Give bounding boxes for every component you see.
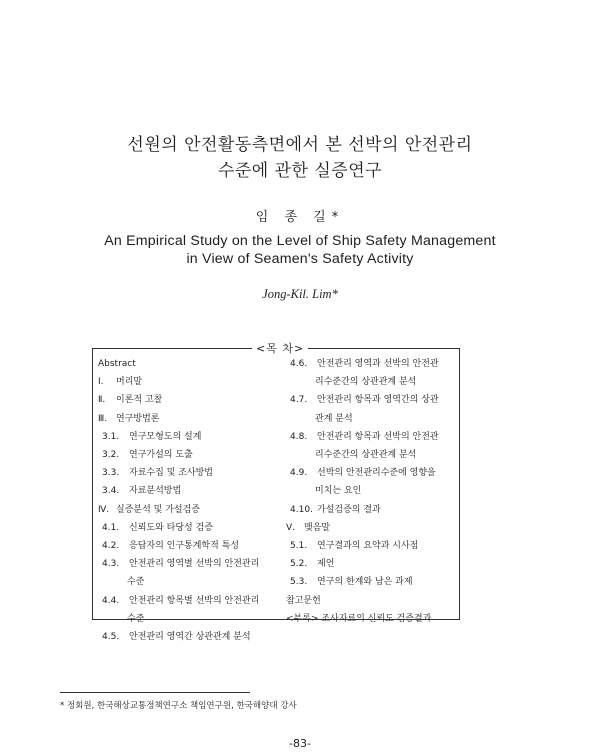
toc-entry-text: 안전관리 항목별 선박의 안전관리 — [129, 595, 260, 606]
toc-entry-text: 안전관리 영역간 상관관계 분석 — [129, 632, 251, 643]
toc-entry — [98, 391, 284, 409]
toc-entry — [286, 610, 462, 628]
toc-entry-number: 4.8. — [290, 431, 308, 442]
toc-entry — [286, 355, 462, 373]
toc-entry-number: 5.3. — [290, 577, 308, 588]
toc-entry-number: 4.3. — [102, 559, 120, 570]
toc-entry — [98, 537, 284, 555]
toc-entry-text: 자료수집 및 조사방법 — [129, 468, 213, 479]
title-korean-line-1: 선원의 안전활동측면에서 본 선박의 안전관리 — [127, 135, 473, 155]
toc-entry — [286, 519, 462, 537]
toc-entry-continuation: 리수준간의 상관관계 분석 — [315, 450, 417, 461]
footnote: * 정회원, 한국해상교통정책연구소 책임연구원, 한국해양대 강사 — [60, 701, 297, 711]
toc-entry-text: 연구모형도의 설계 — [129, 431, 202, 442]
toc-entry-text: 실증분석 및 가설검증 — [116, 504, 200, 515]
toc-entry — [98, 464, 284, 482]
title-english-line-2: in View of Seamen's Safety Activity — [186, 251, 414, 267]
toc-entry-number: 3.4. — [102, 486, 120, 497]
toc-entry-number: 4.9. — [290, 468, 308, 479]
toc-entry-text: 안전관리 항목과 선박의 안전관 — [317, 431, 439, 442]
toc-left-column — [98, 355, 284, 646]
toc-entry-number: 4.1. — [102, 522, 120, 533]
toc-entry-number: 4.6. — [290, 359, 308, 369]
toc-entry-text: 제언 — [317, 559, 335, 570]
toc-entry — [98, 519, 284, 537]
toc-entry-text: 참고문헌 — [286, 595, 321, 606]
toc-entry — [286, 464, 462, 482]
toc-entry-text: 머리말 — [116, 377, 143, 388]
toc-entry — [286, 428, 462, 446]
toc-entry — [98, 355, 284, 373]
toc-entry-continuation: 미치는 요인 — [315, 486, 362, 497]
toc-entry-text: 연구방법론 — [116, 413, 160, 424]
toc-entry-text: 응답자의 인구통계학적 특성 — [129, 541, 240, 552]
toc-entry-number: 4.4. — [102, 595, 120, 606]
author-english: Jong-Kil. Lim* — [262, 287, 338, 301]
toc-entry — [286, 537, 462, 555]
toc-entry — [286, 592, 462, 610]
toc-entry-text: 연구의 한계와 남은 과제 — [317, 577, 413, 588]
toc-entry-number: 5.1. — [290, 541, 308, 552]
toc-entry-text: Abstract — [98, 359, 136, 369]
toc-entry-text: 자료분석방법 — [129, 486, 182, 497]
toc-entry — [98, 592, 284, 610]
toc-entry-continuation: 리수준간의 상관관계 분석 — [315, 377, 417, 388]
toc-entry-number: Ⅲ. — [98, 413, 108, 424]
toc-entry — [98, 373, 284, 391]
toc-entry-number: Ⅰ. — [98, 377, 104, 388]
toc-entry-number: 4.7. — [290, 395, 308, 406]
toc-entry-number: 4.2. — [102, 541, 120, 552]
toc-entry-continuation: 수준 — [127, 577, 145, 588]
toc-entry-number: 3.1. — [102, 431, 120, 442]
toc-entry-text: 연구결과의 요약과 시사점 — [317, 541, 419, 552]
toc-entry-text: 안전관리 영역별 선박의 안전관리 — [129, 559, 260, 570]
toc-entry-number: 4.5. — [102, 632, 120, 643]
page-number: -83- — [289, 737, 311, 750]
toc-entry — [98, 628, 284, 646]
toc-entry-text: 안전관리 영역과 선박의 안전관 — [317, 359, 439, 369]
toc-entry-number: 3.2. — [102, 450, 120, 461]
toc-entry — [286, 573, 462, 591]
toc-entry — [98, 428, 284, 446]
toc-entry-text: 선박의 안전관리수준에 영향을 — [317, 468, 436, 479]
title-english-line-1: An Empirical Study on the Level of Ship Safety Management — [104, 233, 496, 249]
toc-entry — [286, 391, 462, 409]
toc-entry-text: 안전관리 항목과 영역간의 상관 — [317, 395, 439, 406]
toc-entry-number: 5.2. — [290, 559, 308, 570]
toc-entry-text: <부록> 조사자료의 신뢰도 검증결과 — [286, 613, 432, 624]
title-korean-line-2: 수준에 관한 실증연구 — [217, 161, 383, 181]
toc-entry — [98, 410, 284, 428]
toc-entry-number: 3.3. — [102, 468, 120, 479]
toc-right-column — [286, 355, 462, 628]
toc-entry-text: 연구가설의 도출 — [129, 450, 193, 461]
toc-entry-text: 이론적 고찰 — [116, 395, 163, 406]
toc-entry — [98, 555, 284, 573]
toc-entry-continuation: 관계 분석 — [315, 413, 353, 424]
footnote-rule — [60, 692, 250, 693]
toc-entry-number: 4.10. — [290, 504, 313, 515]
toc-entry — [98, 446, 284, 464]
toc-entry — [286, 501, 462, 519]
toc-entry-continuation: 수준 — [127, 613, 145, 624]
toc-entry-number: Ⅴ. — [286, 522, 296, 533]
author-korean: 임 종 길* — [255, 210, 345, 225]
toc-entry-number: Ⅱ. — [98, 395, 106, 406]
toc-entry-text: 가설검증의 결과 — [317, 504, 381, 515]
toc-entry-text: 맺음말 — [304, 522, 331, 533]
toc-entry — [98, 482, 284, 500]
toc-entry — [286, 555, 462, 573]
toc-entry-number: Ⅳ. — [98, 504, 110, 515]
toc-heading: <목 차> — [252, 340, 308, 356]
toc-entry — [98, 501, 284, 519]
toc-entry-text: 신뢰도와 타당성 검증 — [129, 522, 213, 533]
